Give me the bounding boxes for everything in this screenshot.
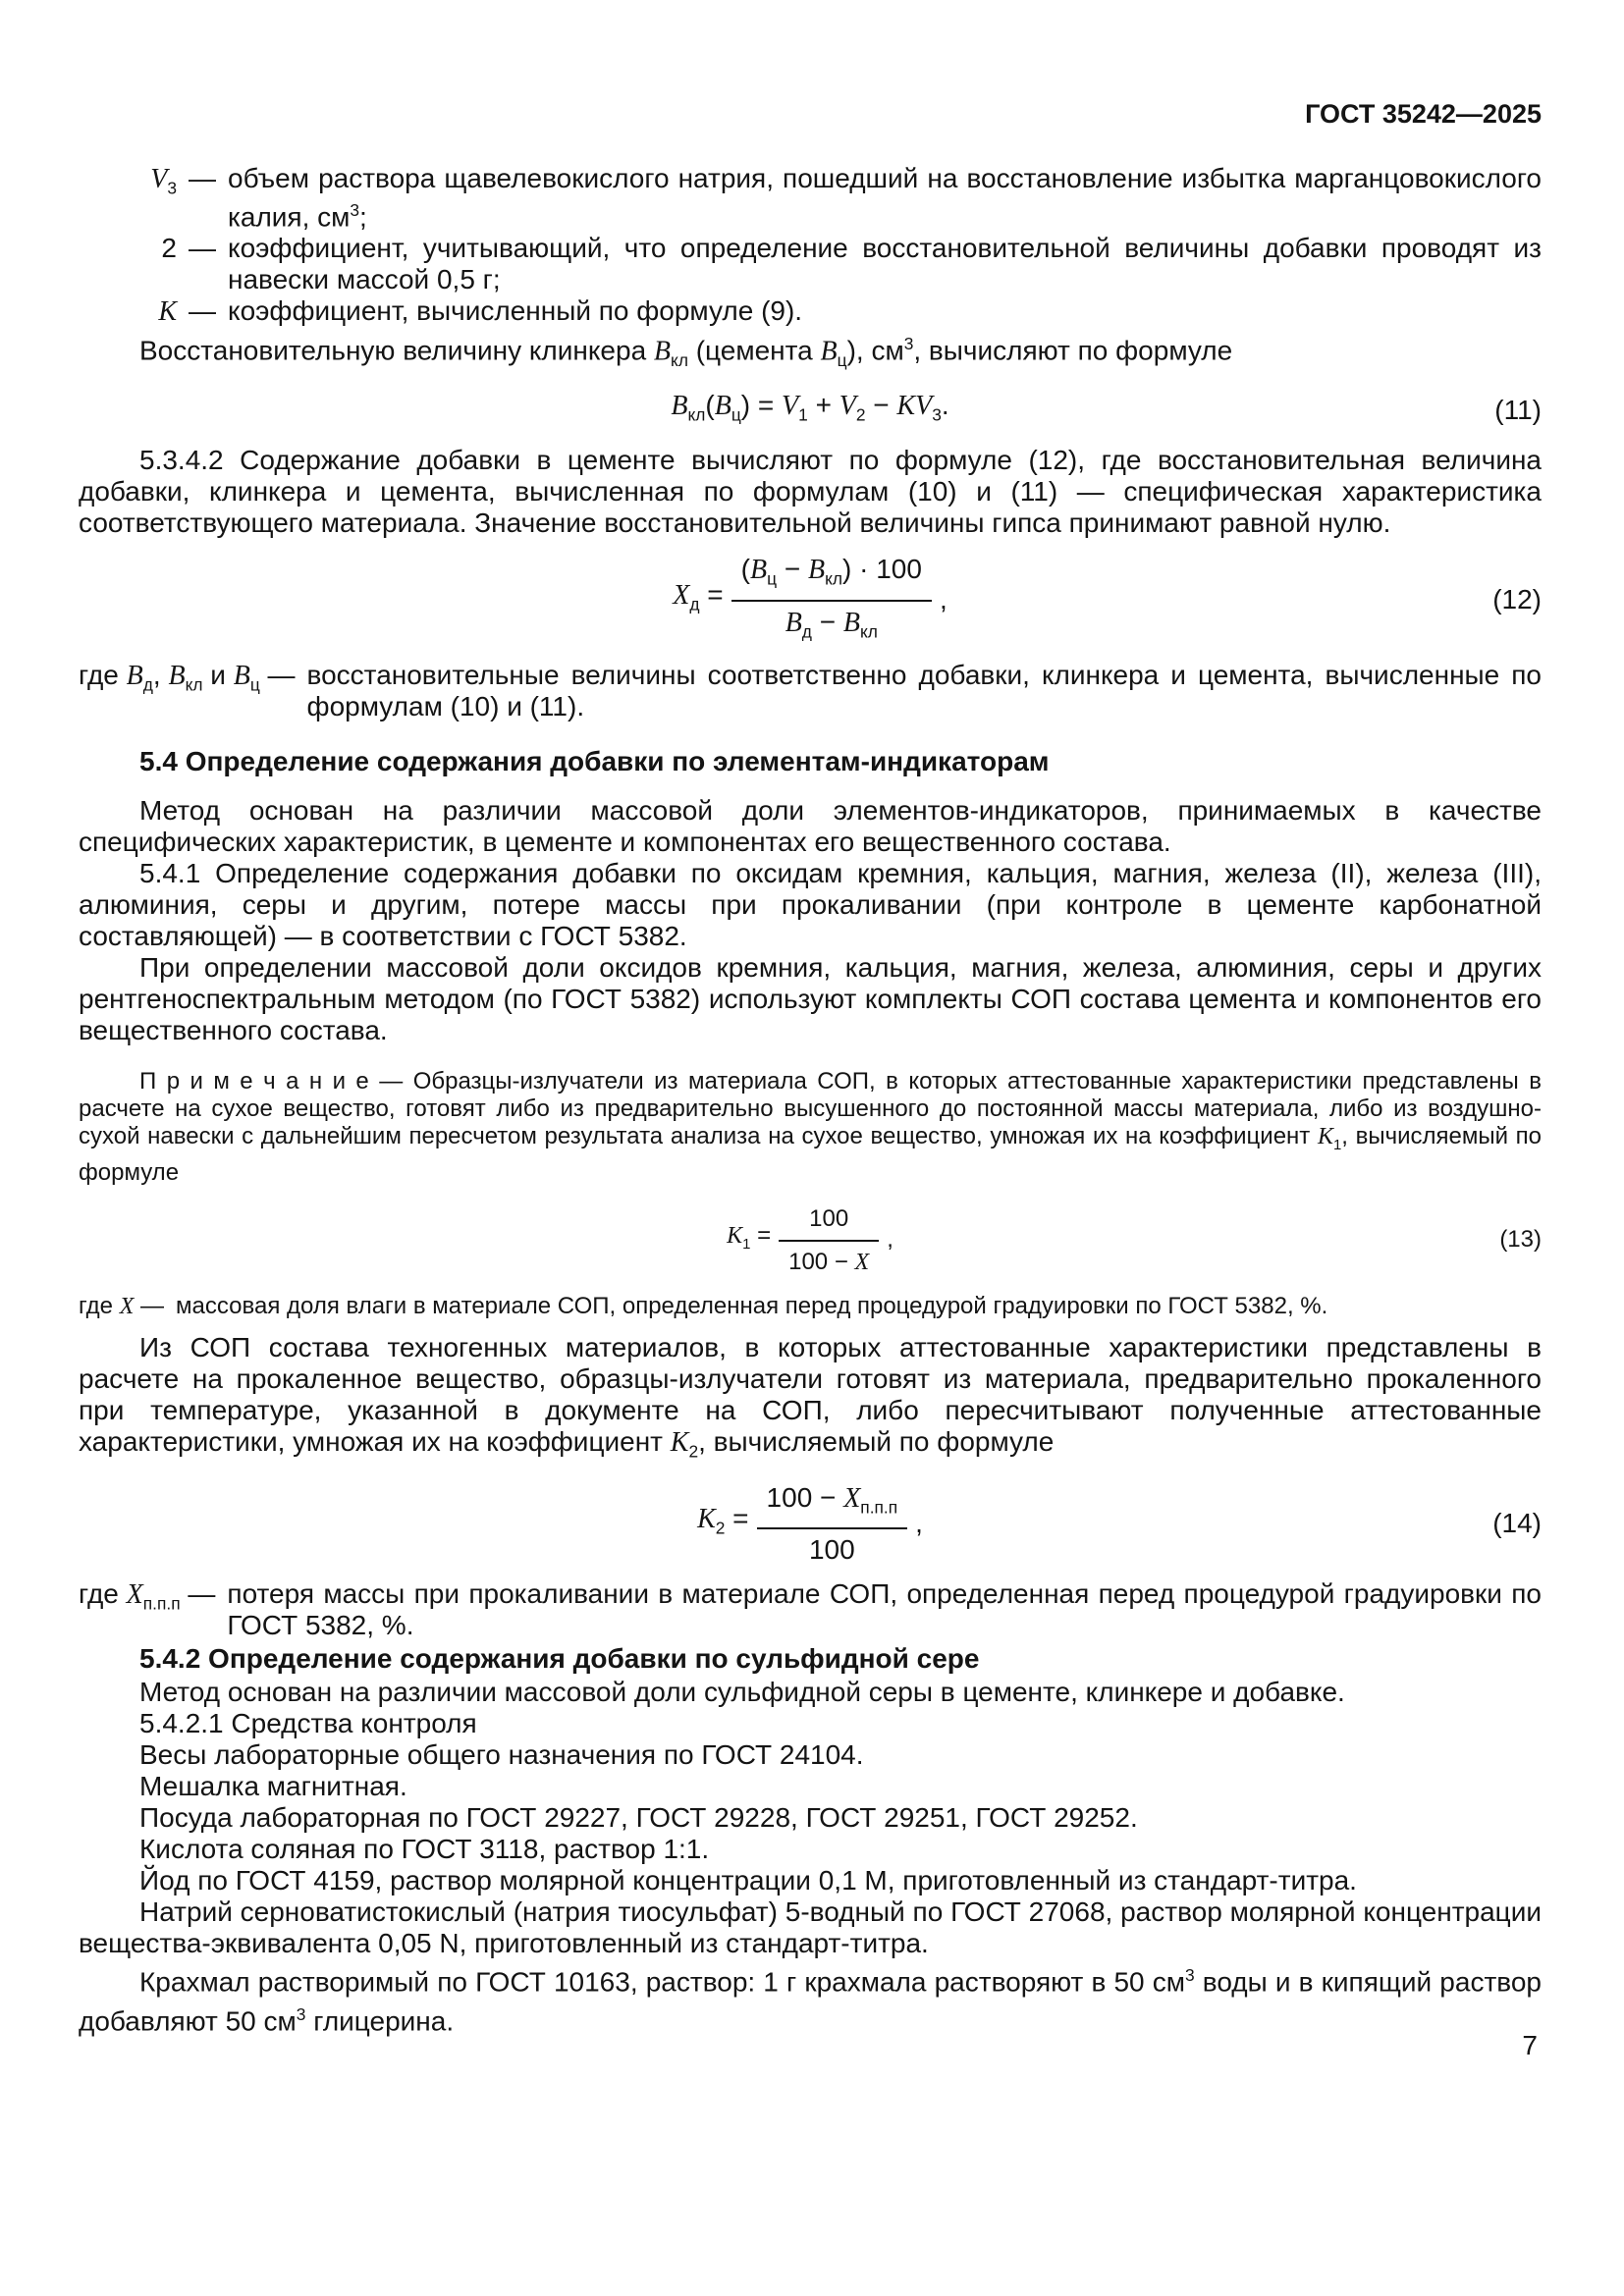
var-b: В [785,607,802,638]
var-b: В [807,555,826,586]
text-run: + [807,390,839,421]
text-run: объем раствора щавелевокислого натрия, пошедший на восстановление избытка марганцовокислого калия, см [228,163,1542,233]
var-kv: KV [896,391,933,422]
superscript: 3 [1184,1965,1195,1986]
var-k2: K [697,1503,716,1534]
paragraph-sodium-thiosulfate: Натрий серноватистокислый (натрия тиосульфат) 5-водный по ГОСТ 27068, раствор молярной концентрации вещества-эквивалента 0,05 N, приготовленный из стандарт-титра. [79,1896,1542,1959]
paragraph-acid: Кислота соляная по ГОСТ 3118, раствор 1:1. [139,1834,710,1865]
formula-12 [79,551,1542,648]
definition-v3 [79,163,1542,233]
var-b: В [168,661,186,692]
paragraph-bkl-intro [79,328,1542,376]
text-run: где [79,660,127,691]
sub-c: ц [767,568,778,589]
note-label: П р и м е ч а н и е [139,1068,369,1095]
fraction-numerator [757,1479,908,1530]
sub-kl: кл [859,621,878,642]
sub-1: 1 [1332,1138,1342,1154]
text-run: , [152,660,169,691]
doc-code: ГОСТ 35242—2025 [1305,99,1542,129]
definition-coefficient-2 [79,233,1542,295]
paragraph-iodine: Йод по ГОСТ 4159, раствор молярной концентрации 0,1 М, приготовленный из стандарт-титра. [139,1865,1357,1896]
text-run: где [79,1293,120,1320]
paragraph-method-indicators: Метод основан на различии массовой доли элементов-индикаторов, принимаемых в качестве специфических характеристик, в цементе и компонентах его вещественного состава. [79,795,1542,858]
var-b: В [671,391,688,422]
var-v: V [150,164,168,194]
sub-kl: кл [687,405,706,426]
superscript: 3 [903,334,914,354]
sub-1: 1 [742,1236,751,1253]
text-run: − [811,606,843,637]
where-lead [79,660,296,722]
var-k1: K [727,1222,743,1249]
fraction-denominator [779,1242,879,1279]
sub-2: 2 [688,1441,699,1462]
var-v: V [839,391,856,422]
text-run: Восстановительную величину клинкера [139,335,654,366]
note-paragraph [79,1068,1542,1187]
formula-11-number: (11) [1494,395,1542,426]
var-b: В [842,607,860,638]
text-run: воды и в кипящий раствор добавляют 50 см [79,1966,1542,2037]
var-b: В [653,336,672,367]
paragraph-5-4-2-1: 5.4.2.1 Средства контроля [139,1708,477,1739]
text-run: Образцы-излучатели из материала СОП, в которых аттестованные характеристики представлены в расчете на сухое вещество, готовят либо из предварительно высушенного до постоянной массы материала, либо из воздушно-сухой навески с дальнейшим пересчетом результата анализа на сухое вещество, умножая их на коэффициент [79,1068,1542,1150]
text-run: , вычисляемый по формуле [698,1426,1055,1458]
formula-12-lhs [673,579,723,620]
superscript: 3 [350,200,360,220]
sub-1: 1 [798,405,808,426]
def-text-k: коэффициент, вычисленный по формуле (9). [228,295,803,327]
var-x: Х [126,1579,143,1611]
formula-11 [79,388,1542,433]
var-b: В [126,661,143,692]
text-run: − [777,554,808,585]
text-run: ), см [846,335,904,366]
text-run: . [941,390,949,421]
var-x: X [119,1294,135,1320]
text-run: , [939,583,947,614]
var-b: В [749,555,768,586]
paragraph-5342: 5.3.4.2 Содержание добавки в цементе вычисляют по формуле (12), где восстановительная величина добавки, клинкера и цемента, вычисленная по формулам (10) и (11) — специфическая характеристика соответствующего материала. Значение восстановительной величины гипса принимают равной нулю. [79,445,1542,539]
var-b: В [820,336,838,367]
sub-d: д [801,621,812,642]
text-run: (цемента [687,335,821,366]
sub-c: ц [731,405,741,426]
where-clause-13 [79,1293,1542,1320]
sub-2: 2 [715,1518,726,1538]
var-k1: K [1317,1124,1333,1150]
heading-5-4: 5.4 Определение содержания добавки по элементам-индикаторам [139,746,1050,777]
text-run: , вычисляемый по формуле [79,1123,1542,1187]
sub-kl: кл [671,350,688,371]
text-run: где [79,1578,127,1610]
dash: — [189,163,216,193]
fraction [731,551,932,648]
where-clause-12 [79,660,1542,722]
text-run: = [750,1221,772,1249]
text-run: = [699,579,724,611]
paragraph-stirrer: Мешалка магнитная. [139,1771,407,1802]
def-term-k [79,295,177,328]
formula-13 [79,1201,1542,1279]
sub-2: 2 [855,405,866,426]
where-lead [79,1578,215,1641]
text-run: и [202,660,234,691]
where-lead [79,1293,164,1320]
where-text: потеря массы при прокаливании в материале СОП, определенная перед процедурой градуировки по ГОСТ 5382, %. [227,1578,1542,1641]
text-run: Из СОП состава техногенных материалов, в которых аттестованные характеристики представлены в расчете на прокаленное вещество, образцы-излучатели готовят из материала, предварительно прокаленного при температуре, указанной в документе на СОП, либо пересчитывают полученные аттестованные характеристики, умножая их на коэффициент [79,1332,1542,1458]
var-x: X [854,1250,870,1276]
var-v: V [782,391,799,422]
formula-14-number: (14) [1492,1507,1542,1538]
dash: — [134,1293,165,1320]
where-text: массовая доля влаги в материале СОП, определенная перед процедурой градуировки по ГОСТ 5382, %. [176,1293,1328,1320]
var-k: К [158,296,177,328]
fraction-numerator: 100 [779,1201,879,1242]
sub-kl: кл [825,568,842,589]
text-run: ; [359,201,367,233]
paragraph-starch [79,1959,1542,2037]
dash: — [180,1578,216,1610]
text-run: ( [705,390,715,421]
text-run: 100 − [766,1481,844,1513]
paragraph-method-sulfide: Метод основан на различии массовой доли сульфидной серы в цементе, клинкере и добавке. [139,1677,1345,1708]
text-run: Крахмал растворимый по ГОСТ 10163, раствор: 1 г крахмала растворяют в 50 см [139,1966,1185,1998]
dash: — [189,233,216,264]
dash: — [368,1068,413,1095]
formula-13-lhs [727,1222,771,1258]
fraction [779,1201,879,1279]
paragraph-sop-technogenic [79,1332,1542,1468]
sub-d: д [689,594,700,614]
paragraph-5-4-1: 5.4.1 Определение содержания добавки по оксидам кремния, кальция, магния, железа (II), железа (III), алюминия, серы и другим, потере массы при прокаливании (при контроле в цементе карбонатной составляющей) — в соответствии с ГОСТ 5382. [79,858,1542,952]
paragraph-xray-method: При определении массовой доли оксидов кремния, кальция, магния, железа, алюминия, серы и других рентгеноспектральным методом (по ГОСТ 5382) используют комплекты СОП состава цемента и компонентов его вещественного состава. [79,952,1542,1046]
def-term-2: 2 [161,233,177,264]
dash: — [189,295,216,327]
text-run: , [915,1507,923,1538]
heading-5-4-2: 5.4.2 Определение содержания добавки по сульфидной сере [139,1643,980,1675]
fraction [757,1479,908,1568]
paragraph-scales: Весы лабораторные общего назначения по ГОСТ 24104. [139,1739,864,1771]
text-run: , вычисляют по формуле [913,335,1233,366]
text-run: ) · 100 [842,554,922,585]
sub-kl: кл [185,675,203,696]
paragraph-glassware: Посуда лабораторная по ГОСТ 29227, ГОСТ 29228, ГОСТ 29251, ГОСТ 29252. [139,1802,1138,1834]
formula-13-number: (13) [1499,1226,1542,1254]
text-run: = [725,1502,749,1533]
sub-c: ц [249,675,260,696]
var-k2: K [670,1427,689,1459]
where-text: восстановительные величины соответственно добавки, клинкера и цемента, вычисленные по формулам (10) и (11). [306,660,1542,722]
fraction-denominator [731,602,932,649]
var-v-sub: 3 [167,178,177,198]
sub-d: д [142,675,153,696]
text-run: глицерина. [305,2005,455,2037]
text-run: ) = [740,390,783,421]
page-number: 7 [1522,2030,1538,2060]
sub-3: 3 [932,405,942,426]
def-text-v3 [228,163,1542,233]
var-x: Х [843,1482,861,1514]
superscript: 3 [296,2003,306,2024]
text-run: , [887,1226,893,1254]
definition-k [79,295,1542,328]
var-b: В [233,661,250,692]
text-run: − [865,390,897,421]
var-b: В [714,391,731,422]
sub-ppp: п.п.п [142,1594,181,1615]
text-run: ( [740,554,750,585]
formula-14 [79,1479,1542,1568]
sub-ppp: п.п.п [860,1497,898,1518]
text-run: 100 − [788,1249,855,1276]
formula-12-number: (12) [1492,583,1542,614]
def-text-2: коэффициент, учитывающий, что определение восстановительной величины добавки проводят из навески массой 0,5 г; [228,233,1542,295]
formula-11-expression [671,390,948,431]
def-term-v3 [79,163,177,233]
dash: — [259,660,296,691]
where-clause-14 [79,1578,1542,1641]
fraction-denominator: 100 [808,1534,855,1566]
formula-14-lhs [697,1503,748,1544]
var-x: Х [673,580,690,612]
fraction-numerator [731,551,932,602]
sub-c: ц [837,350,847,371]
